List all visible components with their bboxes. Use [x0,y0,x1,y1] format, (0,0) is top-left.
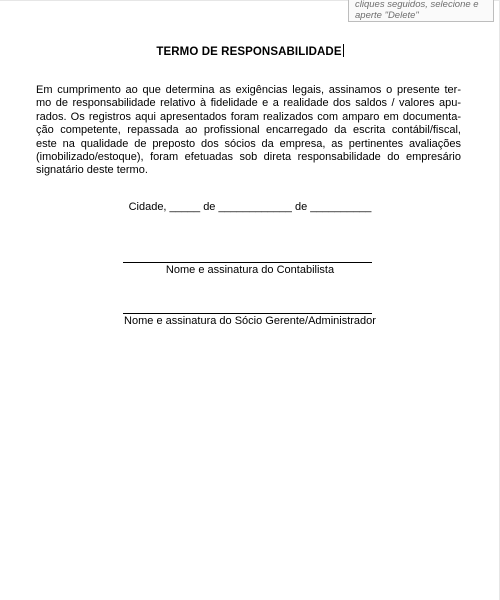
partner-signature-label[interactable]: Nome e assinatura do Sócio Gerente/Administrador [124,315,376,327]
body-line-1: Em cumprimento ao que determina as exigências legais, assinamos o presente ter- [36,84,461,96]
body-line-3: rados. Os registros aqui apresentados foram realizados com amparo em documenta- [36,110,461,123]
accountant-signature-label[interactable]: Nome e assinatura do Contabilista [165,264,335,276]
body-line-6: (imobilizado/estoque), foram efetuadas sob direta responsabilidade do empresário [36,151,461,164]
partner-signature-line [123,313,372,314]
body-line-4: ção competente, repassada ao profissional encarregado da escrita contábil/fiscal, [36,124,461,137]
comment-line-1: cliques seguidos, selecione e [355,0,479,10]
body-line-2: mo de responsabilidade relativo à fidelidade e a realidade dos saldos / valores apu- [36,97,461,110]
document-title-text: TERMO DE RESPONSABILIDADE [156,46,342,58]
text-cursor [343,44,344,57]
body-line-5: este na qualidade de preposto dos sócios da empresa, as pertinentes avaliações [36,137,461,150]
comment-balloon[interactable] [348,0,494,22]
document-title[interactable] [0,44,500,58]
body-paragraph[interactable] [36,84,461,178]
comment-line-2: aperte "Delete" [355,10,419,21]
accountant-signature-line [123,262,372,263]
body-line-7: signatário deste termo. [36,164,148,177]
date-place-line[interactable]: Cidade, _____ de ____________ de __________ [128,201,372,213]
